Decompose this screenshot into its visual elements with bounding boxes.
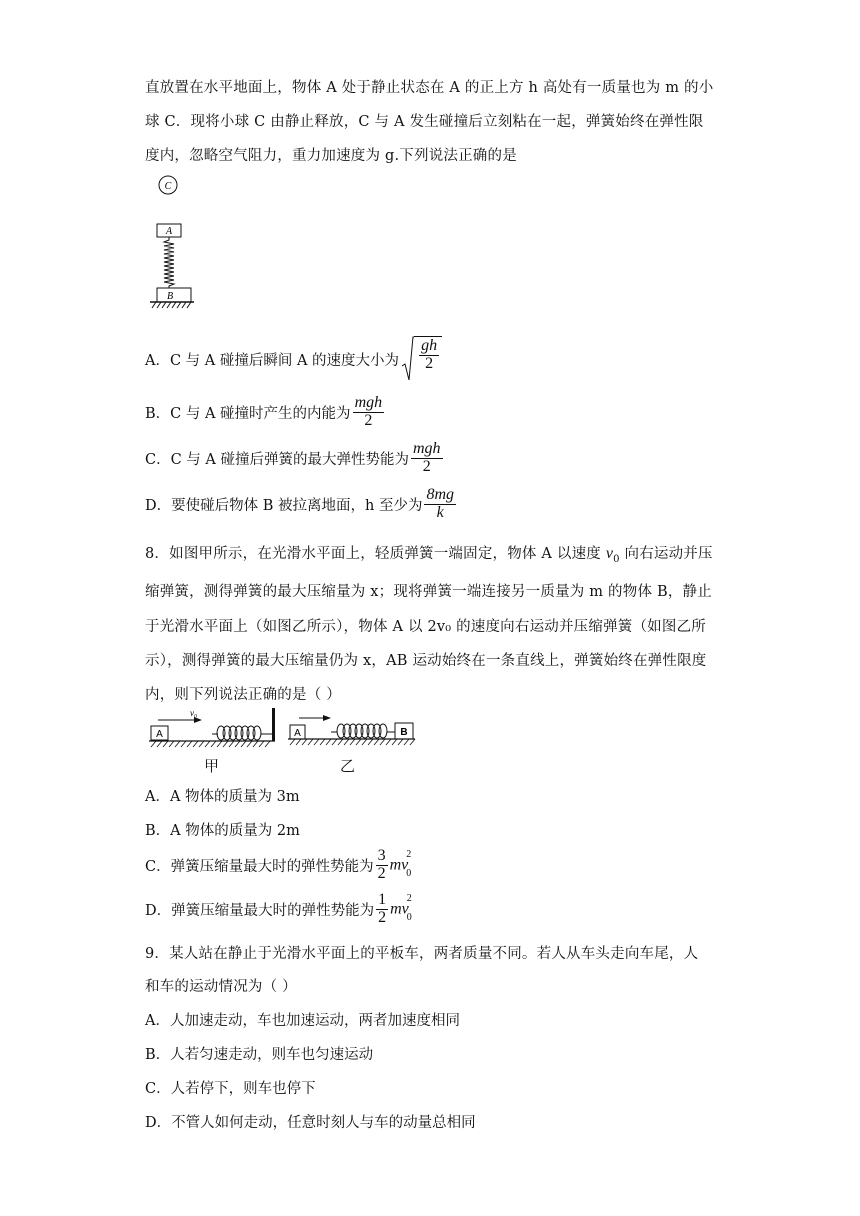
q7-option-a-numerator: gh [421,337,438,354]
q9-text-line-1: 9．某人站在静止于光滑水平面上的平板车，两者质量不同。若人从车头走向车尾，人 [145,946,699,962]
mv-exponent: 2 [406,892,412,904]
q8-text-line-2: 缩弹簧，测得弹簧的最大压缩量为 x；现将弹簧一端连接另一质量为 m 的物体 B，静止 [145,584,712,600]
q8-option-c-text: C．弹簧压缩量最大时的弹性势能为 [145,858,374,875]
radical-sign [402,336,414,382]
velocity-symbol: v [605,545,614,562]
q9-option-d[interactable]: D．不管人如何走动，任意时刻人与车的动量总相同 [145,1115,476,1131]
q8-option-d-text: D．弹簧压缩量最大时的弹性势能为 [145,902,375,919]
mv-subscript: 0 [406,868,412,880]
horizontal-spring [212,726,272,740]
q7-option-c-denominator: 2 [422,457,431,475]
q8-text-line-3: 于光滑水平面上（如图乙所示），物体 A 以 2v₀ 的速度向右运动并压缩弹簧（如图乙所 [145,619,706,635]
q9-option-b[interactable]: B．人若匀速走动，则车也匀速运动 [145,1047,374,1063]
sqrt-expression [402,336,442,382]
velocity-label: v₀ [190,708,198,718]
floor-hatch [290,739,415,745]
q8-option-b[interactable] [145,819,300,840]
q8-option-d-mv [390,892,419,924]
q7-option-a[interactable] [145,336,442,382]
q7-spring-figure [148,174,198,312]
ball-c-label: C [164,181,172,192]
q8-option-d-numerator: 1 [378,891,387,908]
q8-text-line-1 [145,542,713,565]
q8-option-a[interactable] [145,785,300,806]
q8-option-c[interactable] [145,848,418,883]
q8-option-d[interactable] [145,892,419,927]
q8-option-d-denominator: 2 [378,908,387,926]
q8-option-c-mv [389,848,419,880]
q8-option-c-numerator: 3 [377,847,386,864]
q7-option-d[interactable] [145,487,456,522]
q7-text-line-1: 直放置在水平地面上，物体 A 处于静止状态在 A 的正上方 h 高处有一质量也为 m 的小 [145,80,714,96]
mv-term: mv [389,855,409,873]
ground-hatch [152,302,191,308]
figure-caption-jia: 甲 [204,757,220,775]
q8-figure-left [148,706,280,750]
q7-option-c-text: C．C 与 A 碰撞后弹簧的最大弹性势能为 [145,451,409,468]
q8-option-a-text: A．A 物体的质量为 3m [145,789,300,805]
figure-caption-yi: 乙 [340,757,356,775]
q8-figure-right [287,708,417,748]
block-b [157,288,191,302]
block-a-label: A [156,729,163,740]
q7-option-c-numerator: mgh [413,440,441,457]
q8-option-b-text: B．A 物体的质量为 2m [145,823,300,839]
q7-option-b-numerator: mgh [354,394,383,411]
arrow-head-icon [323,715,331,721]
mv-subscript: 0 [406,912,412,924]
q7-option-b-text: B．C 与 A 碰撞时产生的内能为 [145,405,351,422]
block-a-label: A [165,226,173,237]
q9-option-c[interactable]: C．人若停下，则车也停下 [145,1081,316,1097]
q7-text-line-2: 球 C．现将小球 C 由静止释放，C 与 A 发生碰撞后立刻粘在一起，弹簧始终在弹性限 [145,114,704,130]
q7-option-c[interactable] [145,441,443,476]
horizontal-spring [331,724,395,738]
block-b-label: B [166,291,174,302]
q7-option-a-text: A．C 与 A 碰撞后瞬间 A 的速度大小为 [145,352,400,369]
q7-option-a-denominator: 2 [425,354,434,372]
fixed-wall [272,708,275,741]
block-b-label: B [400,727,408,738]
q7-option-d-text: D．要使碰后物体 B 被拉离地面，h 至少为 [145,497,423,514]
q9-text-line-2: 和车的运动情况为（ ） [145,979,297,995]
q7-option-b[interactable] [145,395,384,430]
floor-hatch [151,741,270,747]
mv-exponent: 2 [406,848,412,860]
q7-option-b-denominator: 2 [364,411,373,429]
q9-option-a[interactable]: A．人加速走动，车也加速运动，两者加速度相同 [145,1013,460,1029]
vertical-spring [164,237,174,288]
q7-text-line-3: 度内，忽略空气阻力，重力加速度为 g.下列说法正确的是 [145,148,517,164]
q8-text-line-5: 内，则下列说法正确的是（ ） [145,687,341,703]
q7-option-d-denominator: k [436,503,444,521]
q8-line1-part-b: 向右运动并压 [619,546,713,562]
q7-option-d-numerator: 8mg [426,486,455,503]
q8-option-c-denominator: 2 [377,864,386,882]
block-a-label: A [294,728,301,739]
mv-term: mv [390,899,409,917]
q8-text-line-4: 示），测得弹簧的最大压缩量仍为 x，AB 运动始终在一条直线上，弹簧始终在弹性限度 [145,653,707,669]
velocity-subscript: 0 [613,553,620,565]
q8-line1-part-a: 8．如图甲所示，在光滑水平面上，轻质弹簧一端固定，物体 A 以速度 [145,546,606,562]
